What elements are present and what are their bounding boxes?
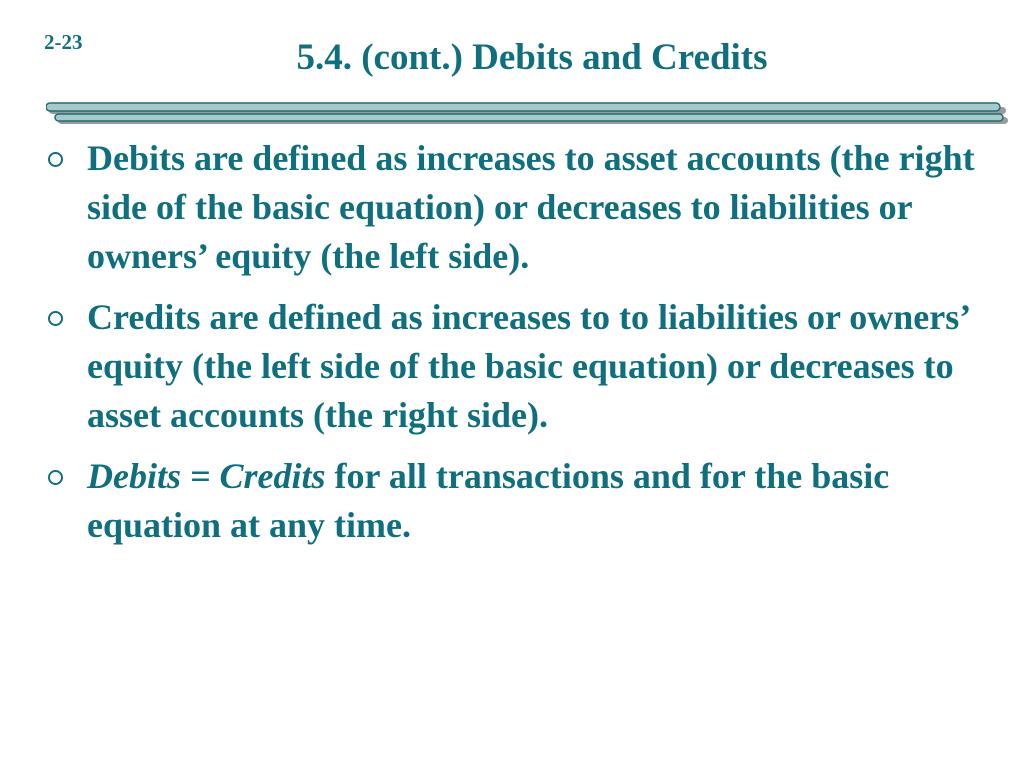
bullet-text: Credits are defined as increases to to liabilities or owners’ equity (the left side of the basic equation) or decreases to asset accounts (the right side). [87, 297, 969, 435]
bullet-italic-term: Debits = Credits [87, 456, 326, 496]
title-divider [46, 102, 1008, 128]
slide-number: 2-23 [44, 30, 83, 54]
hollow-circle-bullet-icon [48, 311, 63, 326]
hollow-circle-bullet-icon [48, 152, 63, 167]
bullet-text: for all transactions and for the basic equation at any time. [87, 456, 890, 545]
bullet-text: Debits are defined as increases to asset accounts (the right side of the basic equation) or decreases to liabilities or owners’ equity (the left side). [87, 138, 975, 276]
bullet-item [46, 452, 1016, 550]
bullet-item [46, 293, 1016, 440]
bullet-list [46, 134, 1016, 562]
slide-title: 5.4. (cont.) Debits and Credits [296, 37, 768, 78]
hollow-circle-bullet-icon [48, 470, 63, 485]
bullet-item [46, 134, 1016, 281]
